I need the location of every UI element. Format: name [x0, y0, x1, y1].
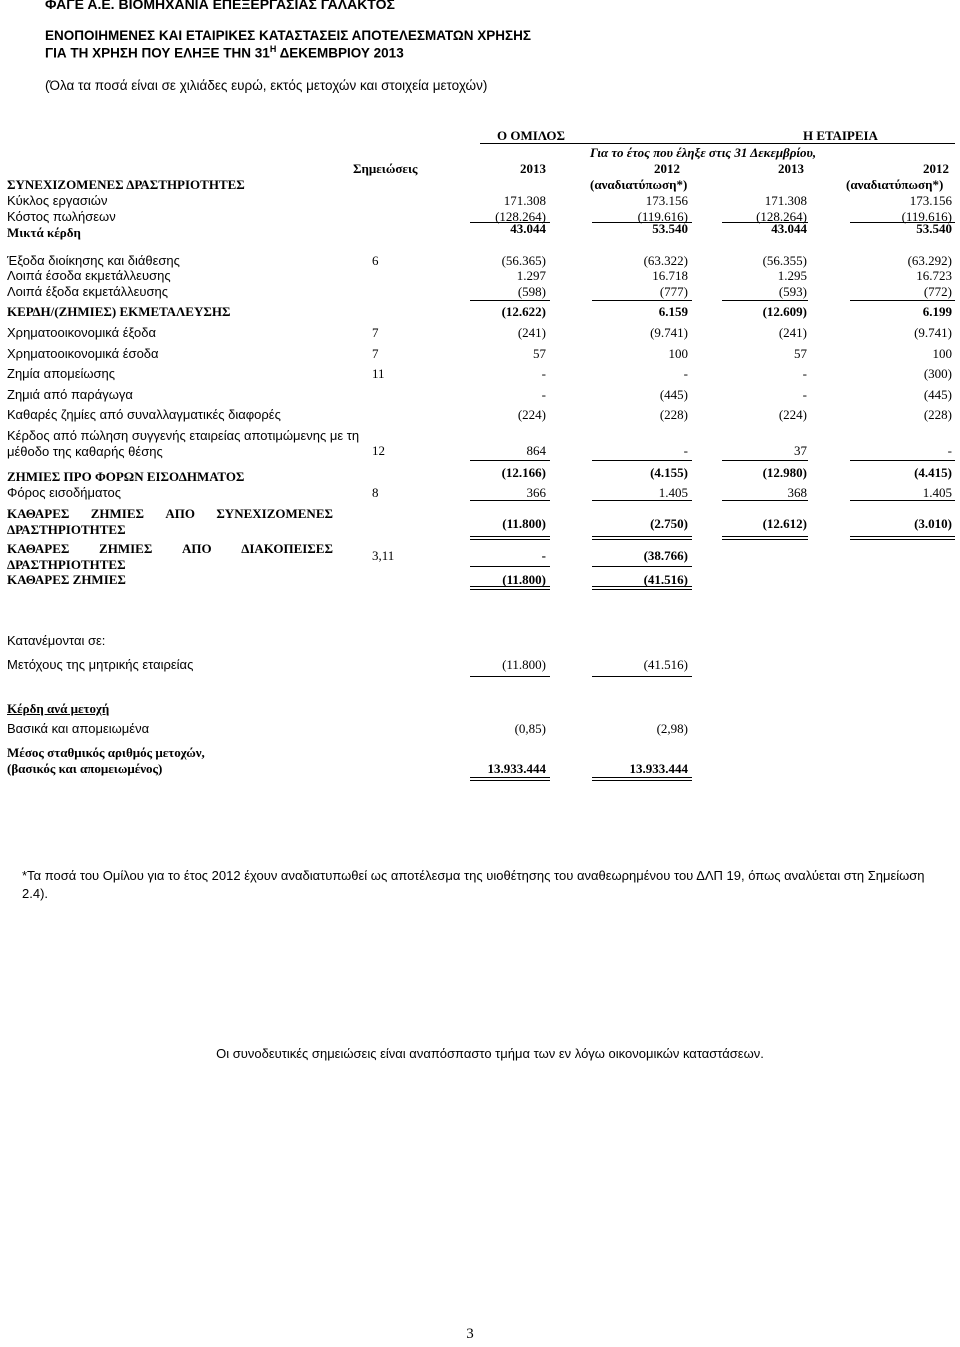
- row-label: Λοιπά έσοδα εκμετάλλευσης: [7, 268, 171, 283]
- total-rule: [850, 222, 955, 223]
- row-value: 173.156: [909, 193, 952, 208]
- eps-heading: Κέρδη ανά μετοχή: [7, 701, 110, 716]
- row-label: Καθαρές ζημίες από συναλλαγματικές διαφορές: [7, 407, 281, 422]
- total-rule: [592, 536, 692, 540]
- total-rule: [470, 586, 550, 590]
- row-value: -: [683, 366, 688, 381]
- row-value: 43.044: [771, 221, 807, 236]
- row-note: 8: [372, 485, 379, 500]
- row-value: -: [802, 366, 807, 381]
- row-value: 1.297: [516, 268, 546, 283]
- row-value: (445): [659, 387, 688, 402]
- row-value: 6.159: [658, 304, 688, 319]
- row-value: (12.622): [501, 304, 546, 319]
- row-label: Χρηματοοικονομικά έσοδα: [7, 346, 159, 361]
- section-continuing: ΣΥΝΕΧΙΖΟΜΕΝΕΣ ΔΡΑΣΤΗΡΙΟΤΗΤΕΣ: [7, 177, 245, 192]
- row-label: Κύκλος εργασιών: [7, 193, 108, 208]
- row-label-continued: ΔΡΑΣΤΗΡΙΟΤΗΤΕΣ: [7, 557, 126, 572]
- row-value: (2.750): [650, 516, 688, 531]
- total-rule: [592, 586, 692, 590]
- row-label-word: ΑΠΟ: [181, 541, 212, 556]
- group-header: Ο ΟΜΙΛΟΣ: [497, 128, 565, 143]
- row-value: 100: [932, 346, 952, 361]
- row-label-word: ΚΑΘΑΡΕΣ: [7, 541, 70, 556]
- row-value: (593): [778, 284, 807, 299]
- total-rule: [470, 222, 550, 223]
- row-value: 366: [526, 485, 546, 500]
- row-value: (11.800): [502, 516, 546, 531]
- row-value: (445): [923, 387, 952, 402]
- row-value: (300): [923, 366, 952, 381]
- restated-group: (αναδιατύπωση*): [590, 177, 688, 192]
- row-value: 368: [787, 485, 807, 500]
- row-value: -: [802, 387, 807, 402]
- shares-label-1: Μέσος σταθμικός αριθμός μετοχών,: [7, 745, 205, 760]
- shares-rule-1: [470, 777, 550, 781]
- allocation-parent-label: Μετόχους της μητρικής εταιρείας: [7, 657, 194, 672]
- row-value: (63.292): [907, 253, 952, 268]
- total-rule: [850, 300, 955, 301]
- restated-company: (αναδιατύπωση*): [846, 177, 944, 192]
- row-value: 43.044: [510, 221, 546, 236]
- statement-title: ΕΝΟΠΟΙΗΜΕΝΕΣ ΚΑΙ ΕΤΑΙΡΙΚΕΣ ΚΑΤΑΣΤΑΣΕΙΣ ΑΠΟΤΕΛΕΣΜΑΤΩΝ ΧΡΗΣΗΣ: [45, 28, 531, 43]
- row-label: [7, 541, 333, 557]
- total-rule: [722, 222, 808, 223]
- allocation-rule-1: [470, 676, 550, 677]
- shares-2012: 13.933.444: [629, 761, 688, 776]
- row-value: 171.308: [764, 193, 807, 208]
- row-label-continued: ΔΡΑΣΤΗΡΙΟΤΗΤΕΣ: [7, 522, 126, 537]
- total-rule: [592, 300, 692, 301]
- total-rule: [470, 460, 550, 461]
- row-label-word: ΚΑΘΑΡΕΣ: [7, 506, 70, 521]
- row-value: (41.516): [643, 572, 688, 587]
- row-value: (241): [778, 325, 807, 340]
- total-rule: [592, 222, 692, 223]
- row-note: 3,11: [372, 548, 395, 563]
- total-rule: [470, 566, 550, 567]
- row-value: (241): [517, 325, 546, 340]
- row-value: 1.405: [658, 485, 688, 500]
- row-note: 7: [372, 346, 379, 361]
- row-value: 53.540: [916, 221, 952, 236]
- row-value: (128.264): [756, 209, 807, 224]
- year-c2012: 2012: [923, 161, 949, 176]
- page-number: 3: [466, 1326, 474, 1342]
- row-label: Κέρδος από πώληση συγγενής εταιρείας αποτιμώμενης με τη: [7, 428, 360, 443]
- row-label: Ζημιά από παράγωγα: [7, 387, 133, 402]
- row-label-word: ΖΗΜΙΕΣ: [90, 506, 145, 521]
- total-rule: [592, 460, 692, 461]
- total-rule: [722, 460, 808, 461]
- row-value: -: [541, 387, 546, 402]
- shares-label-2: (βασικός και απομειωμένος): [7, 761, 163, 776]
- row-value: (12.980): [762, 465, 807, 480]
- shares-2013: 13.933.444: [487, 761, 546, 776]
- company-name: ΦΑΓΕ Α.Ε. ΒΙΟΜΗΧΑΝΙΑ ΕΠΕΞΕΡΓΑΣΙΑΣ ΓΑΛΑΚΤΟΣ: [45, 0, 395, 12]
- row-value: 1.295: [777, 268, 807, 283]
- row-value: (119.616): [637, 209, 688, 224]
- row-label: ΖΗΜΙΕΣ ΠΡΟ ΦΟΡΩΝ ΕΙΣΟΔΗΜΑΤΟΣ: [7, 469, 245, 484]
- row-value: (9.741): [914, 325, 952, 340]
- row-label: Φόρος εισοδήματος: [7, 485, 121, 500]
- row-value: (228): [923, 407, 952, 422]
- period-header: Για το έτος που έληξε στις 31 Δεκεμβρίου,: [590, 145, 817, 160]
- total-rule: [592, 500, 692, 501]
- row-label: Κόστος πωλήσεων: [7, 209, 116, 224]
- row-value: (224): [517, 407, 546, 422]
- statement-period: ΓΙΑ ΤΗ ΧΡΗΣΗ ΠΟΥ ΕΛΗΞΕ ΤΗΝ $31^H$ ΔΕΚΕΜΒΡΙΟΥ 2013: [45, 44, 404, 61]
- closing-note: Οι συνοδευτικές σημειώσεις είναι αναπόσπαστο τμήμα των εν λόγω οικονομικών καταστάσεων.: [216, 1046, 764, 1061]
- row-value: -: [683, 443, 688, 458]
- row-label-word: ΔΙΑΚΟΠΕΙΣΕΣ: [241, 541, 333, 556]
- row-label-word: ΖΗΜΙΕΣ: [99, 541, 153, 556]
- row-value: 6.199: [922, 304, 952, 319]
- year-g2013: 2013: [520, 161, 546, 176]
- total-rule: [470, 300, 550, 301]
- row-value: 57: [794, 346, 807, 361]
- total-rule: [850, 500, 955, 501]
- shares-rule-2: [592, 777, 692, 781]
- company-header: Η ΕΤΑΙΡΕΙΑ: [803, 128, 878, 143]
- row-label: Λοιπά έξοδα εκμετάλλευσης: [7, 284, 169, 299]
- row-note: 12: [372, 443, 385, 458]
- year-c2013: 2013: [778, 161, 804, 176]
- row-value: (224): [778, 407, 807, 422]
- allocation-parent-2012: (41.516): [643, 657, 688, 672]
- row-value: -: [541, 548, 546, 563]
- row-value: (228): [659, 407, 688, 422]
- row-value: (38.766): [643, 548, 688, 563]
- row-value: 57: [533, 346, 546, 361]
- footnote-line-2: 2.4).: [22, 886, 49, 901]
- row-value: (598): [517, 284, 546, 299]
- row-value: (63.322): [643, 253, 688, 268]
- row-label-continued: μέθοδο της καθαρής θέσης: [7, 444, 163, 459]
- row-value: (12.609): [762, 304, 807, 319]
- row-value: 1.405: [922, 485, 952, 500]
- row-value: -: [947, 443, 952, 458]
- row-value: (128.264): [495, 209, 546, 224]
- row-value: (12.166): [501, 465, 546, 480]
- row-value: (12.612): [762, 516, 807, 531]
- row-value: 100: [668, 346, 688, 361]
- row-label: Χρηματοοικονομικά έξοδα: [7, 325, 156, 340]
- allocation-heading: Κατανέμονται σε:: [7, 633, 106, 648]
- row-value: (9.741): [650, 325, 688, 340]
- allocation-parent-2013: (11.800): [502, 657, 546, 672]
- header-rule: [480, 143, 955, 144]
- row-note: 6: [372, 253, 379, 268]
- row-label: Έξοδα διοίκησης και διάθεσης: [7, 253, 180, 268]
- row-label: ΚΕΡΔΗ/(ΖΗΜΙΕΣ) ΕΚΜΕΤΑΛΕΥΣΗΣ: [7, 304, 231, 319]
- allocation-rule-2: [592, 676, 692, 677]
- row-value: (4.415): [914, 465, 952, 480]
- total-rule: [850, 536, 955, 540]
- footnote-line-1: *Τα ποσά του Ομίλου για το έτος 2012 έχουν αναδιατυπωθεί ως αποτέλεσμα της υιοθέτησης του αναθεωρημένου του ΔΛΠ 19, όπως αναλύεται στη Σημείωση: [22, 868, 925, 883]
- row-value: 171.308: [503, 193, 546, 208]
- row-label-word: ΣΥΝΕΧΙΖΟΜΕΝΕΣ: [216, 506, 333, 521]
- row-value: (11.800): [502, 572, 546, 587]
- row-value: (3.010): [914, 516, 952, 531]
- row-value: (119.616): [901, 209, 952, 224]
- row-value: (777): [659, 284, 688, 299]
- row-value: (4.155): [650, 465, 688, 480]
- row-value: 16.723: [916, 268, 952, 283]
- total-rule: [850, 460, 955, 461]
- year-g2012: 2012: [654, 161, 680, 176]
- total-rule: [722, 300, 808, 301]
- row-note: 7: [372, 325, 379, 340]
- total-rule: [722, 500, 808, 501]
- total-rule: [470, 500, 550, 501]
- row-value: (56.355): [762, 253, 807, 268]
- row-value: (772): [923, 284, 952, 299]
- row-value: 37: [794, 443, 807, 458]
- row-value: 173.156: [645, 193, 688, 208]
- row-value: 16.718: [652, 268, 688, 283]
- notes-header: Σημειώσεις: [353, 161, 418, 176]
- row-value: 53.540: [652, 221, 688, 236]
- total-rule: [592, 566, 692, 567]
- amounts-note: (Όλα τα ποσά είναι σε χιλιάδες ευρώ, εκτός μετοχών και στοιχεία μετοχών): [45, 78, 488, 93]
- row-value: (56.365): [501, 253, 546, 268]
- total-rule: [722, 536, 808, 540]
- row-label: Ζημία απομείωσης: [7, 366, 116, 381]
- row-label: Μικτά κέρδη: [7, 225, 81, 240]
- row-label: [7, 506, 333, 522]
- row-value: 864: [526, 443, 546, 458]
- eps-basic-2012: (2,98): [656, 721, 688, 736]
- row-note: 11: [372, 366, 385, 381]
- row-label: ΚΑΘΑΡΕΣ ΖΗΜΙΕΣ: [7, 572, 126, 587]
- eps-basic-label: Βασικά και απομειωμένα: [7, 721, 150, 736]
- row-value: -: [541, 366, 546, 381]
- row-label-word: ΑΠΟ: [165, 506, 195, 521]
- total-rule: [470, 536, 550, 540]
- eps-basic-2013: (0,85): [514, 721, 546, 736]
